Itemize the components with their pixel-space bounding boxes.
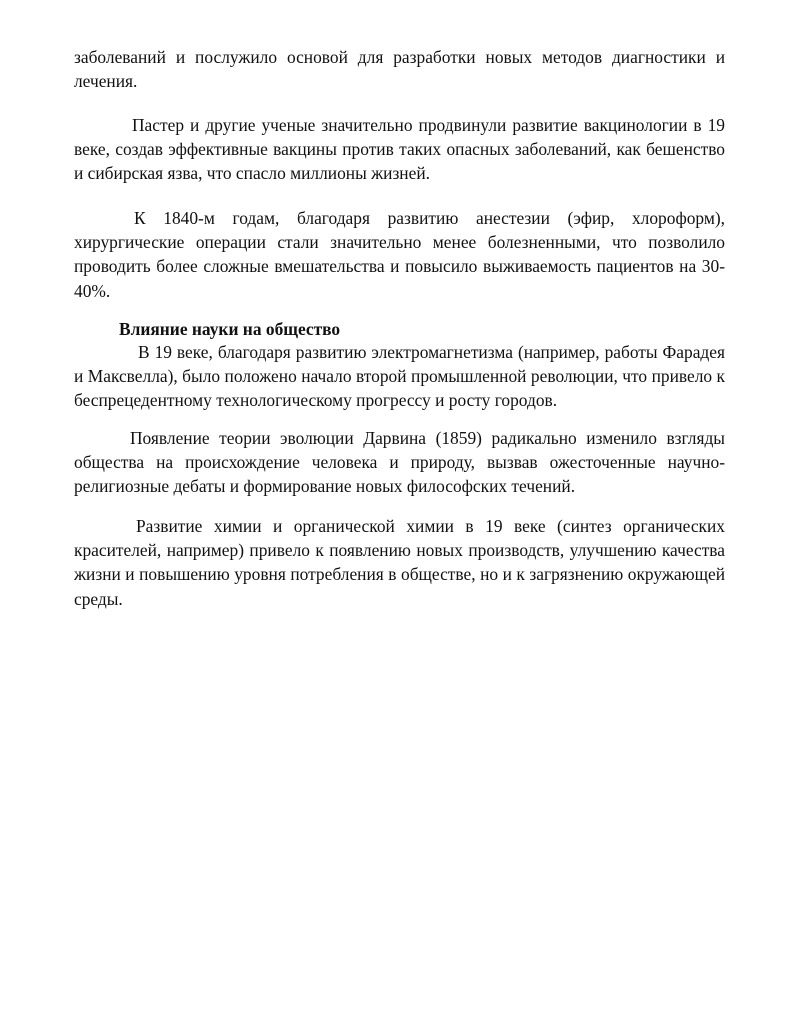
paragraph-chemistry <box>74 514 725 611</box>
paragraph: Появление теории эволюции Дарвина (1859) радикально изменило взгляды общества на происхождение человека и природу, вызвав ожесточенные научно-религиозные дебаты и формирование новых философских течений. <box>74 428 725 497</box>
paragraph-continuation <box>74 45 725 93</box>
paragraph-anesthesia <box>74 206 725 303</box>
paragraph: В 19 веке, благодаря развитию электромагнетизма (например, работы Фарадея и Максвелла), было положено начало второй промышленной революции, что привело к беспрецедентному технологическому прогрессу и росту городов. <box>74 342 725 411</box>
paragraph: заболеваний и послужило основой для разработки новых методов диагностики и лечения. <box>74 47 725 92</box>
paragraph: Развитие химии и органической химии в 19 веке (синтез органических красителей, например) привело к появлению новых производств, улучшению качества жизни и повышению уровня потребления в обществе, но и к загрязнению окружающей среды. <box>74 516 725 609</box>
paragraph-electromagnetism <box>74 340 725 413</box>
paragraph: Пастер и другие ученые значительно продвинули развитие вакцинологии в 19 веке, создав эффективные вакцины против таких опасных заболеваний, как бешенство и сибирская язва, что спасло миллионы жизней. <box>74 115 725 184</box>
paragraph-vaccinology <box>74 113 725 186</box>
section-heading: Влияние науки на общество <box>119 319 341 339</box>
paragraph: К 1840-м годам, благодаря развитию анестезии (эфир, хлороформ), хирургические операции стали значительно менее болезненными, что позволило проводить более сложные вмешательства и повысило выживаемость пациентов на 30-40%. <box>74 208 725 301</box>
paragraph-evolution <box>74 426 725 499</box>
